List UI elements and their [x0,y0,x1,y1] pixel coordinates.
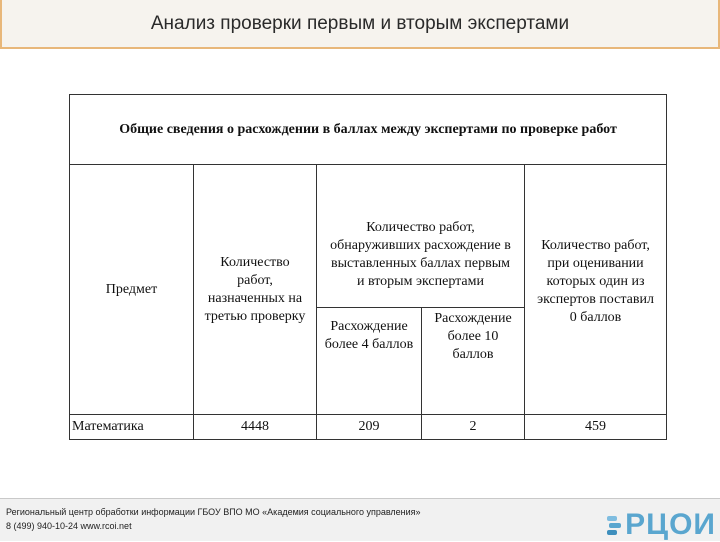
logo-mark-icon [606,514,622,536]
header-third-check: Количество работ, назначенных на третью проверку [194,165,317,415]
header-disc-4: Расхождение более 4 баллов [317,308,422,415]
page-title: Анализ проверки первым и вторым экспертами [150,12,570,34]
footer-contacts: 8 (499) 940-10-24 www.rcoi.net [6,521,132,531]
logo-text: РЦОИ [625,508,716,541]
header-bar [0,0,720,49]
rcoi-logo [606,508,716,542]
footer-text [6,505,421,533]
cell-third-check: 4448 [194,415,317,440]
footer [0,498,720,541]
header-disc-10: Расхождение более 10 баллов [422,308,525,415]
table-title: Общие сведения о расхождении в баллах между экспертами по проверке работ [70,95,667,165]
footer-org: Региональный центр обработки информации ГБОУ ВПО МО «Академия социального управления» [6,507,421,517]
cell-zero-points: 459 [525,415,667,440]
cell-subject: Математика [70,415,194,440]
header-subject: Предмет [70,165,194,415]
cell-disc-10: 2 [422,415,525,440]
table-row [70,415,667,440]
header-discrepancy: Количество работ, обнаруживших расхождение в выставленных баллах первым и вторым экспертами [317,165,525,308]
cell-disc-4: 209 [317,415,422,440]
discrepancy-table [69,94,667,440]
header-zero-points: Количество работ, при оценивании которых один из экспертов поставил 0 баллов [525,165,667,415]
